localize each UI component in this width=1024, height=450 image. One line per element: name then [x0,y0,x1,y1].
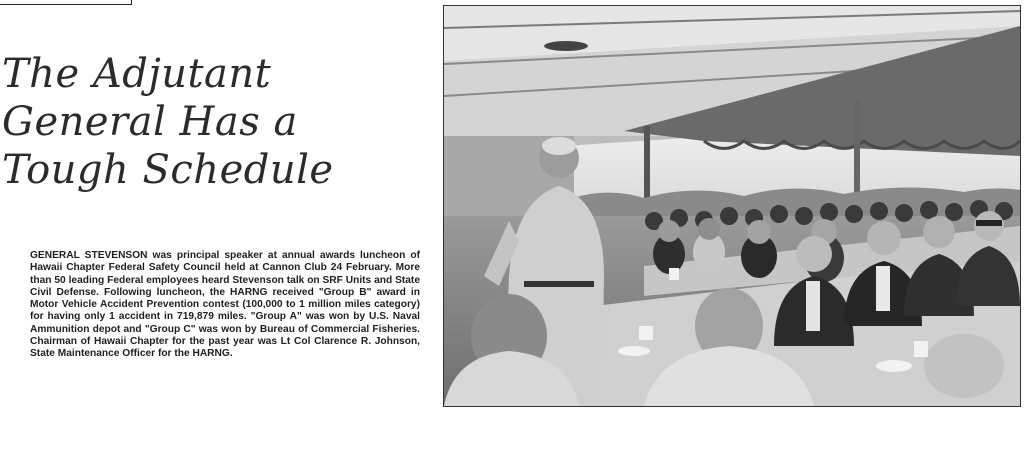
headline-line-3: Tough Schedule [2,147,334,193]
article-caption: GENERAL STEVENSON was principal speaker at annual awards luncheon of Hawaii Chapter Federal Safety Council held at Cannon Club 24 February. More than 50 leading Federal employees heard Stevenson talk on SRF Units and State Civil Defense. Following luncheon, the HARNG received "Group B" award in Motor Vehicle Accident Prevention contest (100,000 to 1 million miles category) for having only 1 accident in 719,879 miles. "Group A" was won by U.S. Naval Ammunition depot and "Group C" was won by Bureau of Commercial Fisheries. Chairman of Hawaii Chapter for the past year was Lt Col Clarence R. Johnson, State Maintenance Officer for the HARNG. [30,250,420,360]
article-headline [2,50,422,194]
headline-line-1: The Adjutant [2,51,272,97]
luncheon-photo [443,5,1021,407]
header-rule-box [0,0,132,5]
headline-line-2: General Has a [2,99,298,145]
